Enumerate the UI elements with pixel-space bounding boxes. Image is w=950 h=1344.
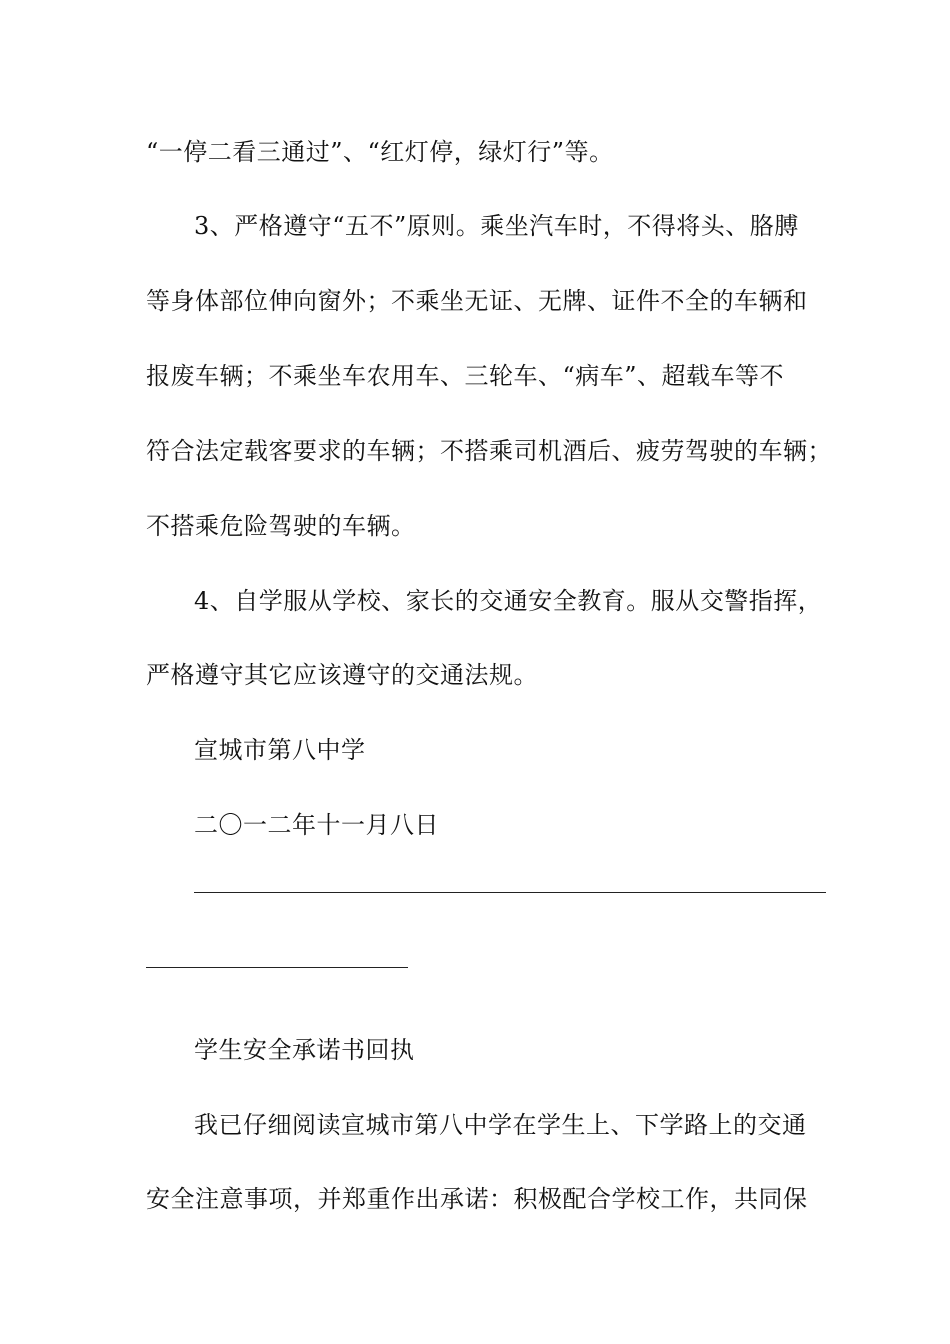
- rule-4-line-2: 严格遵守其它应该遵守的交通法规。: [146, 661, 538, 689]
- rule-4-line-1: 4、自学服从学校、家长的交通安全教育。服从交警指挥，: [194, 587, 823, 615]
- school-signature: 宣城市第八中学: [194, 736, 366, 764]
- receipt-line-2: 安全注意事项，并郑重作出承诺：积极配合学校工作，共同保: [146, 1185, 808, 1213]
- rule-3-line-1: 3、严格遵守“五不”原则。乘坐汽车时，不得将头、胳膊: [194, 212, 799, 240]
- rule-3-line-2: 等身体部位伸向窗外；不乘坐无证、无牌、证件不全的车辆和: [146, 287, 808, 315]
- rule-3-line-4: 符合法定载客要求的车辆；不搭乘司机酒后、疲劳驾驶的车辆；: [146, 437, 832, 465]
- receipt-title: 学生安全承诺书回执: [194, 1036, 415, 1064]
- rule-3-line-5: 不搭乘危险驾驶的车辆。: [146, 512, 416, 540]
- signature-date: 二〇一二年十一月八日: [194, 811, 439, 839]
- rule-3-line-3: 报废车辆；不乘坐车农用车、三轮车、“病车”、超载车等不: [146, 362, 785, 390]
- cut-line-rule-1: [194, 892, 826, 893]
- body-line-1: “一停二看三通过”、“红灯停，绿灯行”等。: [146, 138, 614, 166]
- cut-line-rule-2: [146, 967, 408, 968]
- receipt-line-1: 我已仔细阅读宣城市第八中学在学生上、下学路上的交通: [194, 1111, 807, 1139]
